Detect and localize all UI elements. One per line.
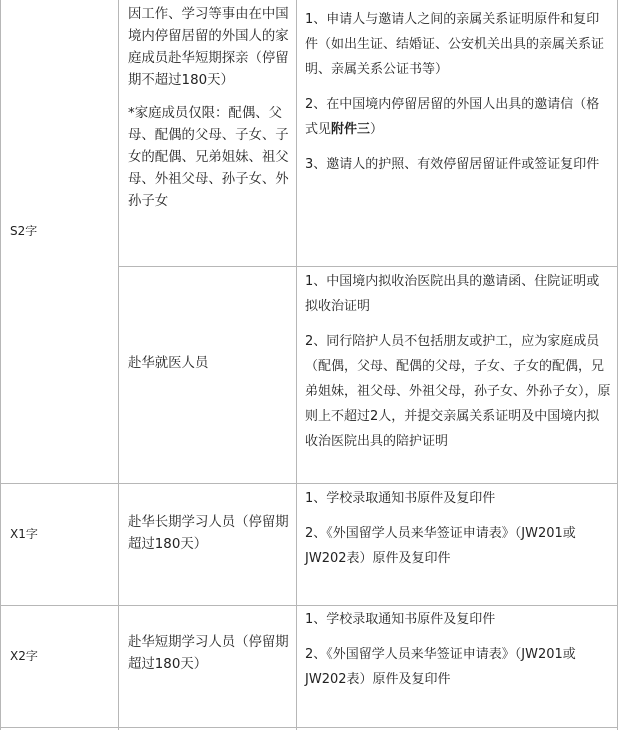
requirement-item: 1、学校录取通知书原件及复印件 (305, 491, 496, 506)
requirement-item: 2、同行陪护人员不包括朋友或护工，应为家庭成员（配偶，父母、配偶的父母，子女、子女的配偶，兄弟姐妹，祖父母、外祖父母，孙子女、外孙子女），原则上不超过2人，并提交亲属关系证明及中国境内拟收治医院出具的陪护证明 (305, 334, 611, 449)
requirements-short-term-study (305, 607, 611, 692)
visa-code-x2: X2字 (10, 649, 38, 663)
col-divider-1 (118, 0, 119, 730)
category-short-term-study: 赴华短期学习人员（停留期超过180天） (128, 635, 289, 672)
row-divider-x2 (0, 605, 618, 606)
requirements-long-term-study (305, 486, 611, 571)
requirements-medical (305, 269, 611, 454)
requirement-item: 1、中国境内拟收治医院出具的邀请函、住院证明或拟收治证明 (305, 274, 600, 314)
table-left-border (0, 0, 1, 730)
requirement-item (305, 92, 611, 142)
category-medical: 赴华就医人员 (128, 356, 209, 371)
requirement-item: 1、申请人与邀请人之间的亲属关系证明原件和复印件（如出生证、结婚证、公安机关出具的亲属关系证明、亲属关系公证书等） (305, 12, 605, 77)
visa-code-s2: S2字 (10, 224, 38, 238)
requirement-item: 3、邀请人的护照、有效停留居留证件或签证复印件 (305, 157, 600, 172)
requirement-item: 2、《外国留学人员来华签证申请表》（JW201或JW202表）原件及复印件 (305, 647, 576, 687)
requirements-family-visit (305, 7, 611, 177)
requirement-item: 1、学校录取通知书原件及复印件 (305, 612, 496, 627)
col-divider-2 (296, 0, 297, 730)
row-divider-x1 (0, 483, 618, 484)
category-long-term-study: 赴华长期学习人员（停留期超过180天） (128, 515, 289, 552)
requirement-text: ） (370, 122, 384, 137)
row-divider-s2-inner (118, 266, 618, 267)
table-bottom-border (0, 727, 618, 728)
requirement-text: 2、在中国境内停留居留的外国人出具的邀请信（格式见 (305, 97, 600, 137)
attachment-reference: 附件三 (331, 122, 371, 137)
category-family-visit (128, 4, 291, 213)
category-text: 因工作、学习等事由在中国境内停留居留的外国人的家庭成员赴华短期探亲（停留期不超过180天） (128, 7, 289, 88)
visa-code-x1: X1字 (10, 527, 38, 541)
family-member-note: *家庭成员仅限：配偶、父母、配偶的父母、子女、子女的配偶、兄弟姐妹、祖父母、外祖父母、孙子女、外孙子女 (128, 106, 289, 209)
requirement-item: 2、《外国留学人员来华签证申请表》（JW201或JW202表）原件及复印件 (305, 526, 576, 566)
